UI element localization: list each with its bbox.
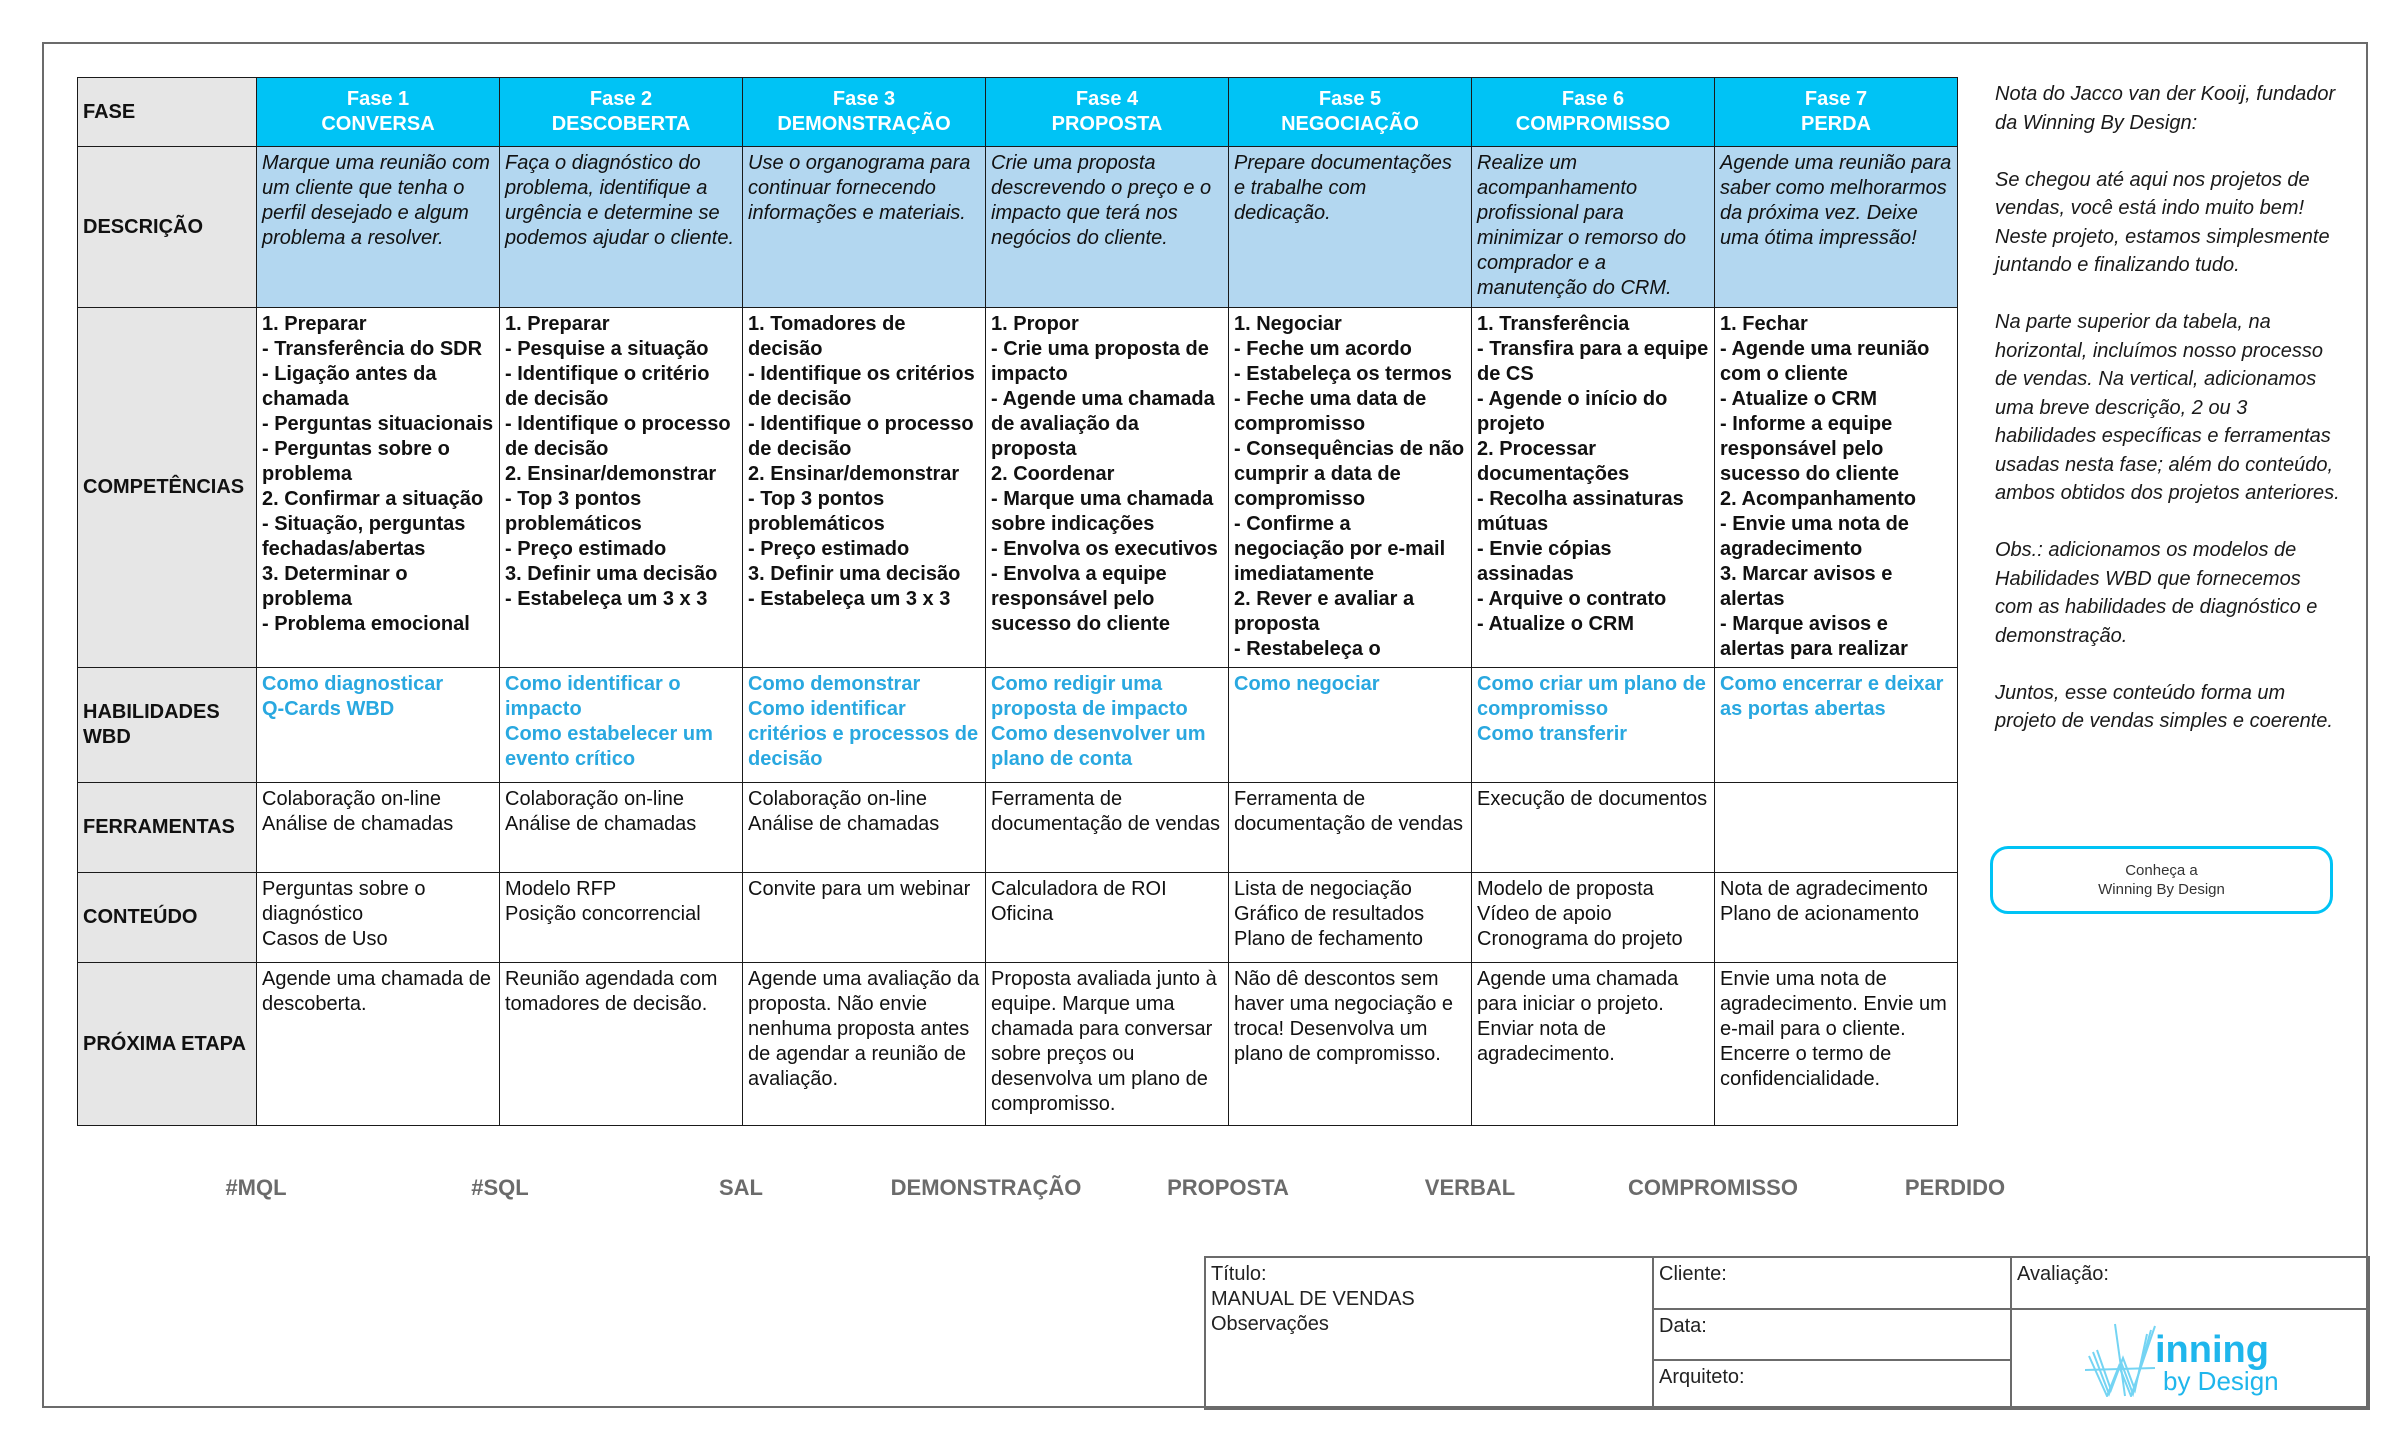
evaluation-label: Avaliação:: [2017, 1263, 2109, 1285]
phase-number: Fase 3: [832, 88, 896, 110]
stage-label: DEMONSTRAÇÃO: [890, 1175, 1082, 1200]
competency-line: 1. Transferência: [1477, 313, 1630, 335]
title-label: Título:: [1211, 1263, 1267, 1285]
phase-number: Fase 1: [346, 88, 410, 110]
founder-note: [1995, 80, 2340, 764]
competency-line: 2. Processar documentações: [1477, 438, 1630, 485]
architect-cell: [1652, 1359, 2012, 1410]
competency-line: 3. Determinar o problema: [262, 563, 408, 610]
skill-cell: [1229, 668, 1472, 783]
description-cell: Marque uma reunião com um cliente que tenha o perfil desejado e algum problema a resolver.: [257, 147, 500, 308]
row-label-ferramentas: FERRAMENTAS: [78, 783, 257, 873]
competency-line: - Atualize o CRM: [1477, 613, 1635, 635]
note-paragraph: Juntos, esse conteúdo forma um projeto de vendas simples e coerente.: [1995, 681, 2333, 732]
tool-item: Colaboração on-line: [262, 788, 442, 810]
competency-line: 2. Coordenar: [991, 463, 1115, 485]
competency-line: - Marque avisos e alertas para realizar: [1720, 613, 1908, 660]
content-cell: [743, 873, 986, 963]
content-item: Gráfico de resultados: [1234, 903, 1425, 925]
competency-line: - Recolha assinaturas mútuas: [1477, 488, 1684, 535]
cta-line-1: Conheça a: [2125, 862, 2198, 879]
skill-link[interactable]: Como redigir uma proposta de impacto: [991, 673, 1188, 720]
skill-link[interactable]: Como diagnosticar: [262, 673, 444, 695]
stage-label: VERBAL: [1424, 1175, 1516, 1200]
competency-line: 1. Fechar: [1720, 313, 1808, 335]
row-competencias: [78, 308, 1958, 668]
competency-cell: [1229, 308, 1472, 668]
competency-line: - Agende uma reunião com o cliente: [1720, 338, 1930, 385]
phase-name: PROPOSTA: [1051, 113, 1163, 135]
skill-link[interactable]: Como transferir: [1477, 723, 1628, 745]
skill-link[interactable]: Como identificar critérios e processos de decisão: [748, 698, 979, 770]
competency-line: - Agende uma chamada de avaliação da proposta: [991, 388, 1215, 460]
tool-cell: [500, 783, 743, 873]
competency-line: 3. Definir uma decisão: [505, 563, 718, 585]
competency-line: - Consequências de não cumprir a data de compromisso: [1234, 438, 1465, 510]
next-step-cell: Reunião agendada com tomadores de decisão.: [500, 963, 743, 1126]
next-step-cell: Não dê descontos sem haver uma negociação e troca! Desenvolva um plano de compromisso.: [1229, 963, 1472, 1126]
tool-item: Análise de chamadas: [262, 813, 454, 835]
phase-number: Fase 5: [1318, 88, 1382, 110]
skill-link[interactable]: Como desenvolver um plano de conta: [991, 723, 1206, 770]
date-label: Data:: [1659, 1315, 1707, 1337]
competency-line: - Preço estimado: [748, 538, 910, 560]
competency-cell: [743, 308, 986, 668]
tool-cell: [743, 783, 986, 873]
stage-label: #MQL: [225, 1175, 287, 1200]
competency-line: - Arquive o contrato: [1477, 588, 1667, 610]
row-label-fase: FASE: [78, 78, 257, 147]
row-ferramentas: [78, 783, 1958, 873]
phase-number: Fase 6: [1561, 88, 1625, 110]
stage-label: PERDIDO: [1904, 1175, 2006, 1200]
phase-header-3: [743, 78, 986, 147]
description-cell: Crie uma proposta descrevendo o preço e o impacto que terá nos negócios do cliente.: [986, 147, 1229, 308]
competency-cell: [1472, 308, 1715, 668]
logo-w-mark-icon: [2085, 1322, 2305, 1397]
competency-line: 2. Ensinar/demonstrar: [505, 463, 717, 485]
competency-line: - Pesquise a situação: [505, 338, 709, 360]
tool-cell: [1715, 783, 1958, 873]
description-cell: Realize um acompanhamento profissional para minimizar o remorso do comprador e a manutenção do CRM.: [1472, 147, 1715, 308]
winning-by-design-logo: [2085, 1322, 2305, 1397]
competency-line: 1. Tomadores de decisão: [748, 313, 906, 360]
content-item: Cronograma do projeto: [1477, 928, 1683, 950]
tool-item: Colaboração on-line: [505, 788, 685, 810]
competency-line: - Estabeleça um 3 x 3: [505, 588, 708, 610]
competency-line: - Confirme a negociação por e-mail imediatamente: [1234, 513, 1446, 585]
competency-line: - Atualize o CRM: [1720, 388, 1878, 410]
tool-item: Colaboração on-line: [748, 788, 928, 810]
note-paragraph: Se chegou até aqui nos projetos de vendas, você está indo muito bem! Neste projeto, estamos simplesmente juntando e finalizando tudo.: [1995, 168, 2330, 276]
stage-label: PROPOSTA: [1167, 1175, 1289, 1200]
date-cell: [1652, 1308, 2012, 1361]
next-step-cell: Proposta avaliada junto à equipe. Marque uma chamada para conversar sobre preços ou desenvolva um plano de compromisso.: [986, 963, 1229, 1126]
next-step-cell: Agende uma chamada para iniciar o projeto. Enviar nota de agradecimento.: [1472, 963, 1715, 1126]
competency-line: - Feche um acordo: [1234, 338, 1412, 360]
phase-name: DESCOBERTA: [551, 113, 691, 135]
competency-line: - Estabeleça os termos: [1234, 363, 1452, 385]
phase-name: PERDA: [1800, 113, 1871, 135]
next-step-cell: Agende uma avaliação da proposta. Não envie nenhuma proposta antes de agendar a reunião de avaliação.: [743, 963, 986, 1126]
phase-header-1: [257, 78, 500, 147]
stage-labels: [0, 1175, 2400, 1205]
sales-process-table: [77, 77, 1958, 1126]
competency-line: 3. Marcar avisos e alertas: [1720, 563, 1893, 610]
competency-line: 2. Confirmar a situação: [262, 488, 484, 510]
row-label-conteudo: CONTEÚDO: [78, 873, 257, 963]
note-paragraph: Nota do Jacco van der Kooij, fundador da Winning By Design:: [1995, 83, 2336, 134]
logo-text-line-1: inning: [2155, 1329, 2269, 1371]
skill-cell: [1715, 668, 1958, 783]
phase-name: COMPROMISSO: [1515, 113, 1671, 135]
tool-item: Análise de chamadas: [748, 813, 940, 835]
content-cell: [257, 873, 500, 963]
row-conteudo: [78, 873, 1958, 963]
competency-line: - Marque uma chamada sobre indicações: [991, 488, 1214, 535]
competency-line: - Top 3 pontos problemáticos: [748, 488, 885, 535]
evaluation-cell: [2010, 1256, 2370, 1310]
phase-name: CONVERSA: [321, 113, 435, 135]
tool-item: Ferramenta de documentação de vendas: [1234, 788, 1464, 835]
tool-item: Ferramenta de documentação de vendas: [991, 788, 1221, 835]
content-item: Nota de agradecimento: [1720, 878, 1928, 900]
skill-cell: [1472, 668, 1715, 783]
client-cell: [1652, 1256, 2012, 1310]
competency-line: - Transferência do SDR: [262, 338, 483, 360]
competency-line: - Top 3 pontos problemáticos: [505, 488, 642, 535]
phase-header-2: [500, 78, 743, 147]
phase-number: Fase 7: [1804, 88, 1868, 110]
architect-label: Arquiteto:: [1659, 1366, 1745, 1388]
competency-line: - Feche uma data de compromisso: [1234, 388, 1427, 435]
skill-cell: [257, 668, 500, 783]
competency-line: 1. Negociar: [1234, 313, 1342, 335]
tool-cell: [257, 783, 500, 873]
content-cell: [986, 873, 1229, 963]
row-habilidades: [78, 668, 1958, 783]
cta-line-2: Winning By Design: [2098, 881, 2225, 898]
description-cell: Prepare documentações e trabalhe com dedicação.: [1229, 147, 1472, 308]
content-item: Modelo RFP: [505, 878, 617, 900]
competency-line: 2. Acompanhamento: [1720, 488, 1916, 510]
content-item: Casos de Uso: [262, 928, 388, 950]
content-item: Calculadora de ROI: [991, 878, 1167, 900]
skill-cell: [986, 668, 1229, 783]
phase-header-4: [986, 78, 1229, 147]
competency-line: - Perguntas situacionais: [262, 413, 494, 435]
content-item: Oficina: [991, 903, 1054, 925]
skill-cell: [743, 668, 986, 783]
phase-name: NEGOCIAÇÃO: [1281, 113, 1419, 135]
row-fase: [78, 78, 1958, 147]
skill-link[interactable]: Como identificar o impacto: [505, 673, 681, 720]
competency-line: - Informe a equipe responsável pelo sucesso do cliente: [1720, 413, 1899, 485]
content-item: Posição concorrencial: [505, 903, 701, 925]
competency-line: - Estabeleça um 3 x 3: [748, 588, 951, 610]
competency-cell: [1715, 308, 1958, 668]
stage-label: #SQL: [471, 1175, 529, 1200]
competency-line: - Identifique os critérios de decisão: [748, 363, 975, 410]
tool-cell: [986, 783, 1229, 873]
phase-number: Fase 4: [1075, 88, 1139, 110]
tool-cell: [1472, 783, 1715, 873]
competency-line: - Problema emocional: [262, 613, 470, 635]
description-cell: Faça o diagnóstico do problema, identifique a urgência e determine se podemos ajudar o cliente.: [500, 147, 743, 308]
phase-header-5: [1229, 78, 1472, 147]
competency-line: 1. Propor: [991, 313, 1079, 335]
tool-cell: [1229, 783, 1472, 873]
competency-line: 2. Rever e avaliar a proposta: [1234, 588, 1415, 635]
row-proxima-etapa: [78, 963, 1958, 1126]
description-cell: Use o organograma para continuar fornecendo informações e materiais.: [743, 147, 986, 308]
skill-link[interactable]: Como demonstrar: [748, 673, 921, 695]
content-cell: [1715, 873, 1958, 963]
competency-cell: [257, 308, 500, 668]
content-cell: [1229, 873, 1472, 963]
row-descricao: [78, 147, 1958, 308]
competency-line: - Envie uma nota de agradecimento: [1720, 513, 1909, 560]
content-item: Plano de acionamento: [1720, 903, 1920, 925]
stage-label: SAL: [719, 1175, 763, 1200]
competency-line: - Preço estimado: [505, 538, 667, 560]
logo-text-line-2: by Design: [2163, 1366, 2279, 1396]
title-cell: [1204, 1256, 1654, 1410]
title-value: MANUAL DE VENDAS: [1211, 1288, 1415, 1310]
next-step-cell: Agende uma chamada de descoberta.: [257, 963, 500, 1126]
note-paragraph: Obs.: adicionamos os modelos de Habilidades WBD que fornecemos com as habilidades de diagnóstico e demonstração.: [1995, 539, 2318, 647]
competency-line: - Restabeleça o: [1234, 638, 1381, 660]
content-item: Perguntas sobre o diagnóstico: [262, 878, 426, 925]
observations-label: Observações: [1211, 1313, 1329, 1335]
content-item: Vídeo de apoio: [1477, 903, 1612, 925]
content-item: Convite para um webinar: [748, 878, 971, 900]
skill-link[interactable]: Como encerrar e deixar as portas abertas: [1720, 673, 1944, 720]
competency-line: - Identifique o processo de decisão: [748, 413, 974, 460]
competency-line: - Agende o início do projeto: [1477, 388, 1668, 435]
phase-header-7: [1715, 78, 1958, 147]
content-cell: [500, 873, 743, 963]
skill-link[interactable]: Como estabelecer um evento crítico: [505, 723, 713, 770]
row-label-descricao: DESCRIÇÃO: [78, 147, 257, 308]
skill-link[interactable]: Como negociar: [1234, 673, 1380, 695]
competency-line: - Crie uma proposta de impacto: [991, 338, 1209, 385]
competency-cell: [986, 308, 1229, 668]
competency-line: - Identifique o critério de decisão: [505, 363, 710, 410]
competency-line: - Perguntas sobre o problema: [262, 438, 450, 485]
phase-number: Fase 2: [589, 88, 653, 110]
competency-line: - Ligação antes da chamada: [262, 363, 437, 410]
competency-line: - Envolva os executivos: [991, 538, 1218, 560]
phase-name: DEMONSTRAÇÃO: [777, 113, 951, 135]
meet-winning-by-design-button[interactable]: [1990, 846, 2333, 914]
content-item: Modelo de proposta: [1477, 878, 1654, 900]
skill-link[interactable]: Q-Cards WBD: [262, 698, 395, 720]
competency-line: - Envie cópias assinadas: [1477, 538, 1612, 585]
row-label-competencias: COMPETÊNCIAS: [78, 308, 257, 668]
row-label-habilidades: HABILIDADES WBD: [78, 668, 257, 783]
content-item: Plano de fechamento: [1234, 928, 1424, 950]
competency-line: 1. Preparar: [262, 313, 367, 335]
description-cell: Agende uma reunião para saber como melhorarmos da próxima vez. Deixe uma ótima impressão!: [1715, 147, 1958, 308]
note-paragraph: Na parte superior da tabela, na horizontal, incluímos nosso processo de vendas. Na vertical, adicionamos uma breve descrição, 2 ou 3 habilidades específicas e ferramentas usadas nesta fase; além do conteúdo, ambos obtidos dos projetos anteriores.: [1995, 311, 2340, 504]
skill-link[interactable]: Como criar um plano de compromisso: [1477, 673, 1706, 720]
phase-header-6: [1472, 78, 1715, 147]
next-step-cell: Envie uma nota de agradecimento. Envie um e-mail para o cliente. Encerre o termo de confidencialidade.: [1715, 963, 1958, 1126]
competency-line: - Transfira para a equipe de CS: [1477, 338, 1709, 385]
skill-cell: [500, 668, 743, 783]
competency-cell: [500, 308, 743, 668]
competency-line: 3. Definir uma decisão: [748, 563, 961, 585]
client-label: Cliente:: [1659, 1263, 1727, 1285]
competency-line: - Situação, perguntas fechadas/abertas: [262, 513, 466, 560]
stage-label: COMPROMISSO: [1628, 1175, 1798, 1200]
content-cell: [1472, 873, 1715, 963]
row-label-proxima-etapa: PRÓXIMA ETAPA: [78, 963, 257, 1126]
competency-line: - Identifique o processo de decisão: [505, 413, 731, 460]
competency-line: 2. Ensinar/demonstrar: [748, 463, 960, 485]
content-item: Lista de negociação: [1234, 878, 1412, 900]
tool-item: Análise de chamadas: [505, 813, 697, 835]
competency-line: - Envolva a equipe responsável pelo sucesso do cliente: [991, 563, 1170, 635]
tool-item: Execução de documentos: [1477, 788, 1708, 810]
competency-line: 1. Preparar: [505, 313, 610, 335]
